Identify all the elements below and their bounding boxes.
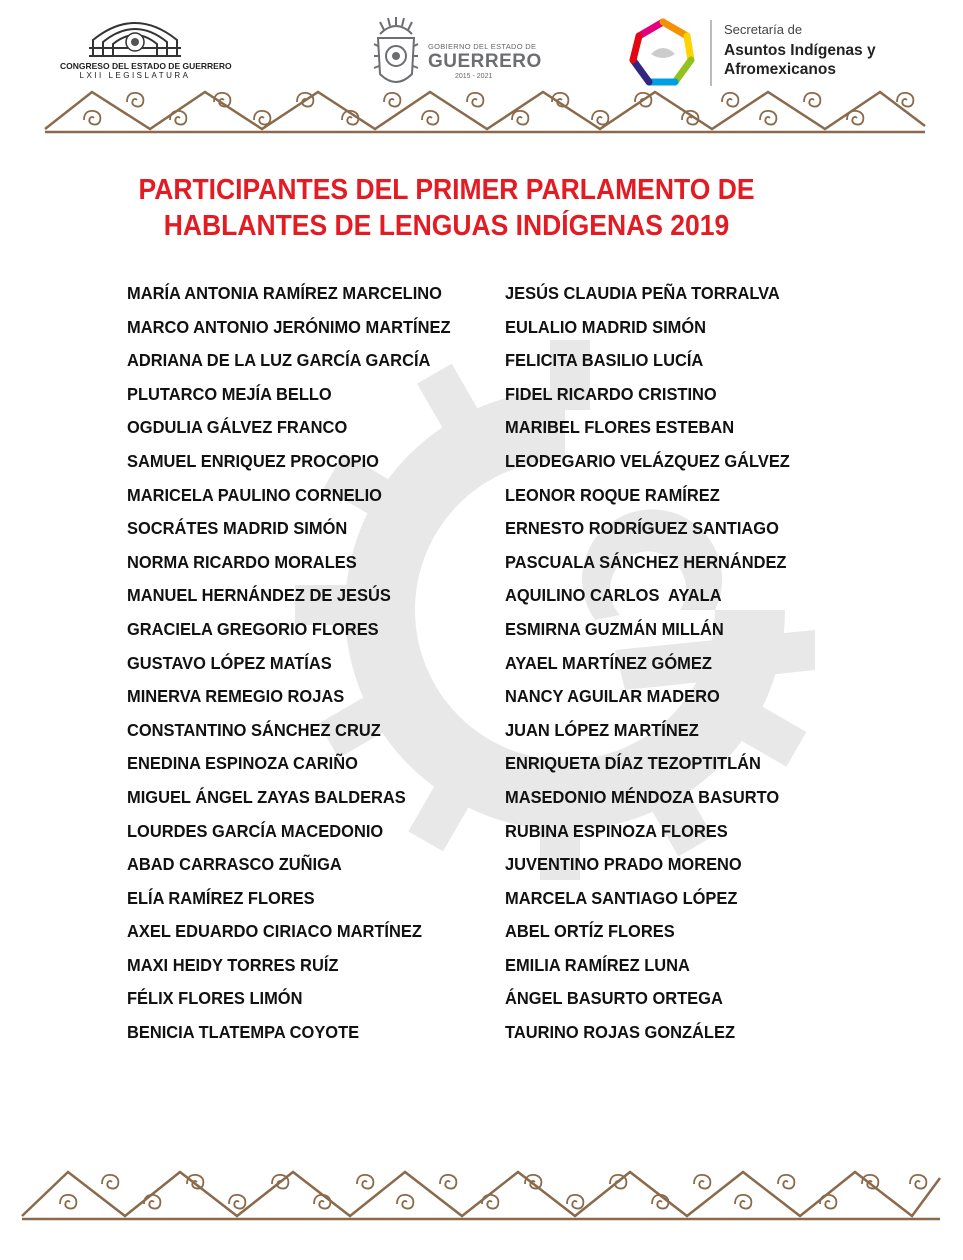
participant-name: TAURINO ROJAS GONZÁLEZ (505, 1022, 736, 1043)
participant-name: AQUILINO CARLOS AYALA (505, 585, 722, 606)
participant-name: MINERVA REMEGIO ROJAS (127, 686, 345, 707)
participant-name: MARICELA PAULINO CORNELIO (127, 484, 382, 505)
secretaria-divider (710, 20, 712, 86)
participant-name: MARÍA ANTONIA RAMÍREZ MARCELINO (127, 283, 442, 303)
participant-name: OGDULIA GÁLVEZ FRANCO (127, 417, 348, 438)
participant-name: PASCUALA SÁNCHEZ HERNÁNDEZ (505, 551, 787, 572)
congreso-logo (60, 10, 232, 85)
title-line-2: HABLANTES DE LENGUAS INDÍGENAS 2019 (163, 210, 730, 242)
gobierno-logo (370, 16, 545, 96)
participant-name: MAXI HEIDY TORRES RUÍZ (127, 954, 339, 975)
gobierno-line1: GOBIERNO DEL ESTADO DE (428, 42, 537, 51)
secretaria-line2: Asuntos Indígenas y (724, 42, 876, 59)
participant-name: ABEL ORTÍZ FLORES (505, 921, 675, 942)
congreso-building-icon (85, 10, 185, 60)
participant-name: MANUEL HERNÁNDEZ DE JESÚS (127, 585, 391, 606)
participant-name: GRACIELA GREGORIO FLORES (127, 618, 379, 639)
congreso-name: CONGRESO DEL ESTADO DE GUERRERO (60, 61, 232, 71)
participant-name: GUSTAVO LÓPEZ MATÍAS (127, 652, 332, 673)
secretaria-line3: Afromexicanos (724, 61, 836, 78)
participant-name: MARCELA SANTIAGO LÓPEZ (505, 887, 738, 908)
participant-name: AYAEL MARTÍNEZ GÓMEZ (505, 652, 712, 673)
participants-right-column (505, 281, 808, 1054)
bottom-decorative-border (0, 1164, 963, 1224)
page-title (0, 172, 893, 244)
participant-name: ERNESTO RODRÍGUEZ SANTIAGO (505, 518, 779, 539)
participants-left-column (127, 281, 471, 1054)
participant-name: ELÍA RAMÍREZ FLORES (127, 887, 315, 908)
participant-name: ENRIQUETA DÍAZ TEZOPTITLÁN (505, 753, 761, 774)
gobierno-line2: GUERRERO (428, 51, 542, 72)
participant-name: ENEDINA ESPINOZA CARIÑO (127, 753, 358, 774)
participant-name: NANCY AGUILAR MADERO (505, 686, 720, 707)
participant-name: EULALIO MADRID SIMÓN (505, 316, 707, 337)
gobierno-years: 2015 - 2021 (455, 73, 493, 80)
participant-name: NORMA RICARDO MORALES (127, 551, 357, 572)
top-decorative-border (0, 86, 963, 136)
participant-name: ABAD CARRASCO ZUÑIGA (127, 854, 342, 875)
title-line-1: PARTICIPANTES DEL PRIMER PARLAMENTO DE (138, 174, 755, 206)
congreso-subtitle: LXII LEGISLATURA (79, 71, 191, 80)
participant-name: BENICIA TLATEMPA COYOTE (127, 1022, 360, 1043)
participant-name: FÉLIX FLORES LIMÓN (127, 988, 303, 1009)
guerrero-crest-icon (370, 16, 422, 96)
participant-name: FELICITA BASILIO LUCÍA (505, 350, 704, 371)
participant-name: LOURDES GARCÍA MACEDONIO (127, 820, 384, 841)
participant-name: ADRIANA DE LA LUZ GARCÍA GARCÍA (127, 350, 431, 371)
participant-name: MASEDONIO MÉNDOZA BASURTO (505, 786, 780, 807)
participant-name: MARCO ANTONIO JERÓNIMO MARTÍNEZ (127, 316, 451, 337)
participant-name: PLUTARCO MEJÍA BELLO (127, 383, 332, 404)
participant-name: ÁNGEL BASURTO ORTEGA (505, 988, 723, 1009)
participant-name: MIGUEL ÁNGEL ZAYAS BALDERAS (127, 786, 406, 807)
participant-name: EMILIA RAMÍREZ LUNA (505, 954, 690, 975)
participant-name: RUBINA ESPINOZA FLORES (505, 820, 728, 841)
participant-name: FIDEL RICARDO CRISTINO (505, 383, 717, 404)
participant-name: AXEL EDUARDO CIRIACO MARTÍNEZ (127, 921, 422, 942)
participant-name: CONSTANTINO SÁNCHEZ CRUZ (127, 719, 381, 740)
participant-name: SOCRÁTES MADRID SIMÓN (127, 518, 348, 539)
participant-name: SAMUEL ENRIQUEZ PROCOPIO (127, 450, 379, 471)
participant-name: MARIBEL FLORES ESTEBAN (505, 417, 735, 438)
participant-name: JUVENTINO PRADO MORENO (505, 854, 742, 875)
participant-name: LEODEGARIO VELÁZQUEZ GÁLVEZ (505, 450, 790, 471)
secretaria-emblem-icon (625, 16, 700, 91)
secretaria-logo (625, 16, 925, 91)
participant-name: ESMIRNA GUZMÁN MILLÁN (505, 618, 724, 639)
secretaria-line1: Secretaría de (724, 22, 803, 37)
participant-name: LEONOR ROQUE RAMÍREZ (505, 484, 720, 505)
participant-name: JESÚS CLAUDIA PEÑA TORRALVA (505, 283, 780, 303)
participant-name: JUAN LÓPEZ MARTÍNEZ (505, 719, 699, 740)
